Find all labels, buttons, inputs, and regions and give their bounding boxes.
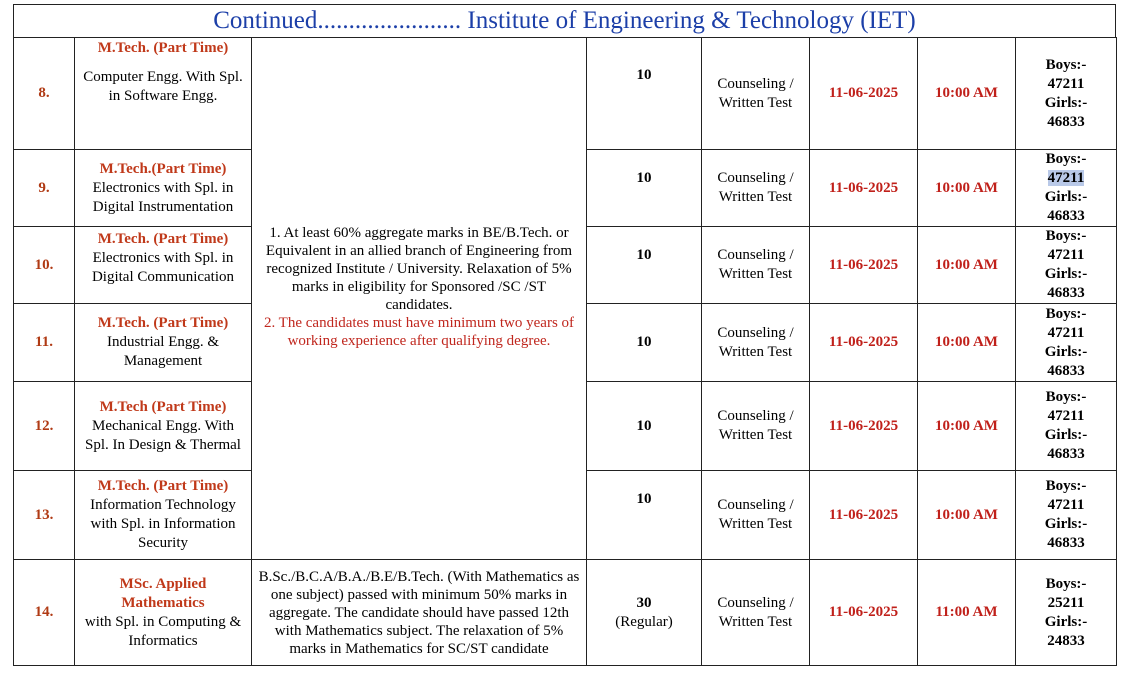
- test-time: 11:00 AM: [918, 560, 1016, 666]
- girls-code: 46833: [1047, 446, 1085, 462]
- programme-heading: MSc. Applied Mathematics: [119, 575, 207, 611]
- selection-mode-line1: Counseling /: [717, 408, 794, 424]
- serial-number: 14.: [14, 560, 75, 666]
- form-code-cell: [1016, 382, 1117, 471]
- seats-value: 10: [587, 304, 702, 382]
- girls-label: Girls:-: [1044, 613, 1088, 630]
- eligibility-note: 2. The candidates must have minimum two years of working experience after qualifying degree.: [263, 314, 575, 349]
- selection-mode-line1: Counseling /: [717, 170, 794, 186]
- test-date: 11-06-2025: [810, 382, 918, 471]
- selection-mode-line2: Written Test: [718, 189, 793, 205]
- boys-code: 47211: [1047, 324, 1085, 341]
- programme-cell: [75, 304, 252, 382]
- programme-name: Industrial Engg. & Management: [106, 334, 220, 369]
- programme-cell: [75, 227, 252, 304]
- seats-value: 30: [636, 594, 652, 611]
- serial-number: 13.: [14, 471, 75, 560]
- selection-mode-line2: Written Test: [718, 516, 793, 532]
- selection-mode-line2: Written Test: [718, 94, 793, 111]
- boys-label: Boys:-: [1045, 389, 1087, 405]
- selection-mode-line1: Counseling /: [717, 75, 794, 92]
- programme-name: Electronics with Spl. in Digital Communication: [91, 250, 235, 285]
- form-code-cell: [1016, 304, 1117, 382]
- girls-label: Girls:-: [1044, 343, 1088, 360]
- test-date: 11-06-2025: [810, 560, 918, 666]
- programme-cell: [75, 560, 252, 666]
- girls-label: Girls:-: [1044, 266, 1088, 282]
- selection-mode-line2: Written Test: [718, 613, 793, 630]
- programme-cell: [75, 471, 252, 560]
- document-frame: [13, 4, 1116, 666]
- test-date: 11-06-2025: [810, 38, 918, 150]
- serial-number: 11.: [14, 304, 75, 382]
- girls-code: 46833: [1047, 285, 1085, 301]
- form-code-cell: [1016, 471, 1117, 560]
- programme-heading: M.Tech. (Part Time): [97, 315, 229, 331]
- boys-code: 47211: [1047, 75, 1085, 92]
- girls-label: Girls:-: [1044, 516, 1088, 532]
- boys-code: 47211: [1047, 247, 1085, 263]
- programme-heading: M.Tech.(Part Time): [99, 160, 227, 177]
- form-code-cell: [1016, 150, 1117, 227]
- test-time: 10:00 AM: [918, 227, 1016, 304]
- test-time: 10:00 AM: [918, 382, 1016, 471]
- seats-value: 10: [587, 38, 702, 150]
- girls-label: Girls:-: [1044, 427, 1088, 443]
- seats-value: 10: [587, 150, 702, 227]
- test-date: 11-06-2025: [810, 150, 918, 227]
- seats-cell: [587, 560, 702, 666]
- selection-mode-line1: Counseling /: [717, 497, 794, 513]
- test-time: 10:00 AM: [918, 38, 1016, 150]
- boys-code: 47211: [1047, 408, 1085, 424]
- table-row: [14, 38, 1117, 150]
- programme-name: Computer Engg. With Spl. in Software Engg.: [83, 69, 243, 104]
- selection-mode-line1: Counseling /: [717, 247, 794, 263]
- programme-heading: M.Tech. (Part Time): [97, 478, 229, 494]
- boys-label: Boys:-: [1045, 228, 1087, 244]
- girls-code: 46833: [1047, 535, 1085, 551]
- girls-code: 46833: [1047, 362, 1085, 379]
- selection-mode: [702, 304, 810, 382]
- boys-label: Boys:-: [1045, 305, 1087, 322]
- selection-mode-line1: Counseling /: [717, 324, 794, 341]
- girls-code: 46833: [1047, 208, 1085, 224]
- test-time: 10:00 AM: [918, 150, 1016, 227]
- selection-mode-line2: Written Test: [718, 427, 793, 443]
- programme-cell: [75, 38, 252, 150]
- test-date: 11-06-2025: [810, 227, 918, 304]
- serial-number: 10.: [14, 227, 75, 304]
- programme-name: Information Technology with Spl. in Information Security: [90, 497, 236, 551]
- boys-label: Boys:-: [1045, 56, 1087, 73]
- serial-number: 8.: [14, 38, 75, 150]
- form-code-cell: [1016, 227, 1117, 304]
- programme-name: Electronics with Spl. in Digital Instrumentation: [92, 179, 234, 215]
- boys-label: Boys:-: [1045, 478, 1087, 494]
- programme-cell: [75, 150, 252, 227]
- programme-heading: M.Tech. (Part Time): [97, 40, 229, 56]
- selection-mode: [702, 150, 810, 227]
- programme-name: Mechanical Engg. With Spl. In Design & Thermal: [85, 417, 241, 453]
- girls-code: 46833: [1047, 113, 1085, 130]
- eligibility-cell: B.Sc./B.C.A/B.A./B.E/B.Tech. (With Mathematics as one subject) passed with minimum 50% marks in aggregate. The candidate should have passed 12th with Mathematics subject. The relaxation of 5% marks in Mathematics for SC/ST candidate: [252, 560, 587, 666]
- eligibility-cell: [252, 38, 587, 560]
- girls-label: Girls:-: [1044, 189, 1088, 205]
- test-time: 10:00 AM: [918, 471, 1016, 560]
- boys-code-highlight: 47211: [1047, 170, 1085, 186]
- form-code-cell: [1016, 38, 1117, 150]
- boys-code: 25211: [1047, 594, 1085, 611]
- table-row: [14, 560, 1117, 666]
- programme-cell: [75, 382, 252, 471]
- programme-name: with Spl. in Computing & Informatics: [84, 613, 242, 649]
- admission-table: [13, 37, 1117, 666]
- selection-mode: [702, 38, 810, 150]
- seats-value: 10: [587, 471, 702, 560]
- boys-label: Boys:-: [1045, 151, 1087, 167]
- test-time: 10:00 AM: [918, 304, 1016, 382]
- boys-code: [1020, 169, 1112, 188]
- selection-mode: [702, 471, 810, 560]
- selection-mode: [702, 382, 810, 471]
- seats-value: 10: [587, 227, 702, 304]
- girls-code: 24833: [1047, 632, 1085, 649]
- serial-number: 12.: [14, 382, 75, 471]
- seats-note: (Regular): [615, 613, 673, 630]
- test-date: 11-06-2025: [810, 471, 918, 560]
- form-code-cell: [1016, 560, 1117, 666]
- eligibility-text: 1. At least 60% aggregate marks in BE/B.Tech. or Equivalent in an allied branch of Engineering from recognized Institute / University. Relaxation of 5% marks in eligibility for Sponsored /SC /ST candidates.: [265, 224, 573, 313]
- selection-mode-line2: Written Test: [718, 343, 793, 360]
- selection-mode: [702, 227, 810, 304]
- test-date: 11-06-2025: [810, 304, 918, 382]
- selection-mode-line1: Counseling /: [717, 594, 794, 611]
- seats-value: 10: [587, 382, 702, 471]
- selection-mode-line2: Written Test: [718, 266, 793, 282]
- serial-number: 9.: [14, 150, 75, 227]
- selection-mode: [702, 560, 810, 666]
- programme-heading: M.Tech (Part Time): [99, 398, 227, 415]
- programme-heading: M.Tech. (Part Time): [97, 231, 229, 247]
- boys-label: Boys:-: [1045, 575, 1087, 592]
- page-title: Continued....................... Institute of Engineering & Technology (IET): [13, 4, 1116, 37]
- boys-code: 47211: [1047, 497, 1085, 513]
- girls-label: Girls:-: [1044, 94, 1088, 111]
